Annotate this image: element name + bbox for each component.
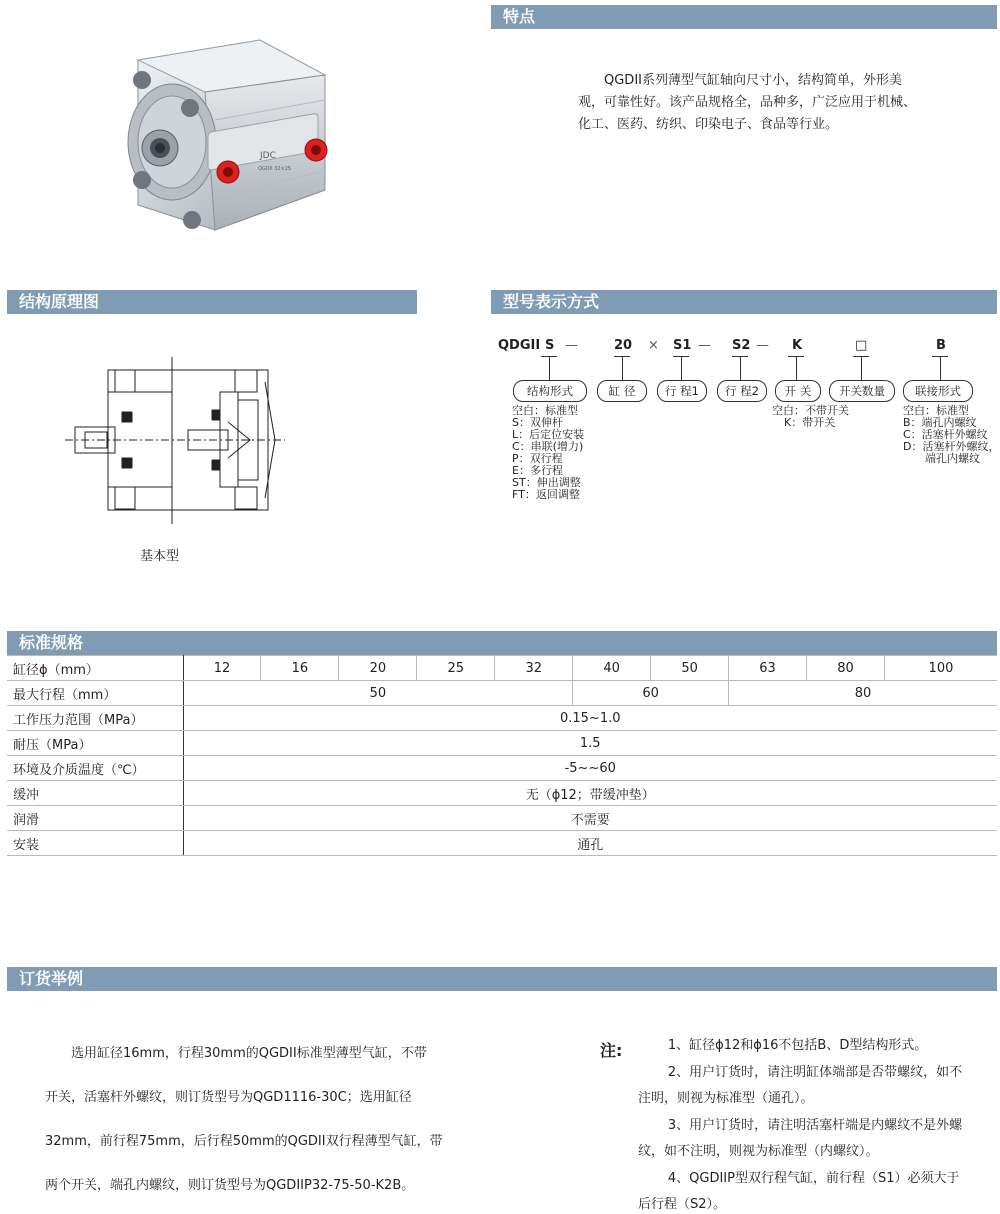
structure-options-list [512, 405, 584, 501]
bore-cell: 12 [183, 656, 261, 681]
order-example-line: 两个开关，端孔内螺纹，则订货型号为QGDIIP32-75-50-K2B。 [45, 1178, 415, 1193]
section-header-structure: 结构原理图 [7, 290, 417, 314]
order-example-line: 选用缸径16mm，行程30mm的QGDII标准型薄型气缸，不带 [45, 1046, 427, 1061]
connection-option: 空白：标准型 [903, 404, 969, 417]
model-connector [549, 356, 550, 380]
table-row [7, 731, 997, 756]
connection-options-list [903, 405, 999, 465]
features-text: QGDII系列薄型气缸轴向尺寸小，结构简单，外形美观，可靠性好。该产品规格全，品种多，广泛应用于机械、化工、医药、纺织、印染电子、食品等行业。 [578, 73, 917, 132]
row-label: 耐压（MPa） [7, 731, 183, 756]
model-connector [622, 356, 623, 380]
model-part-s1: S1 [673, 338, 692, 353]
product-logo: JDC [260, 151, 276, 161]
row-label: 缓冲 [7, 781, 183, 806]
bore-cell: 50 [651, 656, 729, 681]
section-header-features: 特点 [491, 5, 997, 29]
model-sep-2: × [648, 338, 659, 353]
model-part-switch-count: □ [855, 338, 868, 353]
structure-option: 空白：标准型 [512, 404, 578, 417]
stroke-cell: 60 [573, 681, 729, 706]
bore-cell: 16 [261, 656, 339, 681]
cylinder-photo [120, 30, 340, 245]
bore-cell: 20 [339, 656, 417, 681]
connection-option: D：活塞杆外螺纹， [903, 440, 1000, 453]
model-part-b: B [936, 338, 946, 353]
note-label: 注: [600, 1041, 623, 1060]
bore-cell: 80 [807, 656, 885, 681]
table-row [7, 831, 997, 856]
model-box-bore: 缸 径 [597, 380, 647, 402]
model-prefix: QDGII [498, 338, 541, 353]
bore-cell: 100 [884, 656, 997, 681]
spec-table [7, 655, 997, 856]
table-row [7, 706, 997, 731]
structure-option: C：串联(增力) [512, 440, 584, 453]
row-label: 最大行程（mm） [7, 681, 183, 706]
note-item: 3、用户订货时，请注明活塞杆端是内螺纹不是外螺纹，如不注明，则视为标准型（内螺纹）。 [638, 1117, 963, 1159]
structure-option: P：双行程 [512, 452, 563, 465]
structure-option: FT：返回调整 [512, 488, 580, 501]
structure-option: L：后定位安装 [512, 428, 585, 441]
table-row [7, 806, 997, 831]
structure-option: ST：伸出调整 [512, 476, 581, 489]
switch-option: K：带开关 [784, 416, 836, 429]
bore-cell: 63 [729, 656, 807, 681]
spec-value: 不需要 [183, 806, 997, 831]
model-connector [681, 356, 682, 380]
stroke-cell: 80 [729, 681, 997, 706]
model-box-stroke1: 行 程1 [657, 380, 707, 402]
table-row [7, 656, 997, 681]
notes-list [638, 1033, 968, 1214]
connection-option: C：活塞杆外螺纹 [903, 428, 988, 441]
order-example-line: 32mm，前行程75mm，后行程50mm的QGDII双行程薄型气缸，带 [45, 1134, 443, 1149]
model-connector [796, 356, 797, 380]
table-row [7, 781, 997, 806]
note-item: 2、用户订货时，请注明缸体端部是否带螺纹，如不注明，则视为标准型（通孔）。 [638, 1064, 963, 1106]
bore-cell: 25 [417, 656, 495, 681]
row-label: 润滑 [7, 806, 183, 831]
section-header-order: 订货举例 [7, 967, 997, 991]
structure-option: S：双伸杆 [512, 416, 563, 429]
model-box-structure: 结构形式 [513, 380, 587, 402]
spec-value: 0.15~1.0 [183, 706, 997, 731]
model-connector [740, 356, 741, 380]
model-part-s: S [545, 338, 555, 353]
spec-value: -5~~60 [183, 756, 997, 781]
product-marking: QGDII 32×25 [258, 166, 292, 172]
spec-value: 通孔 [183, 831, 997, 856]
structure-option: E：多行程 [512, 464, 563, 477]
model-sep-4: — [756, 338, 769, 353]
model-part-s2: S2 [732, 338, 751, 353]
row-label: 环境及介质温度（℃） [7, 756, 183, 781]
model-part-k: K [792, 338, 803, 353]
row-label: 缸径ϕ（mm） [7, 656, 183, 681]
section-header-spec: 标准规格 [7, 631, 997, 655]
model-box-stroke2: 行 程2 [717, 380, 767, 402]
model-box-switch-count: 开关数量 [829, 380, 895, 402]
order-example-line: 开关，活塞杆外螺纹，则订货型号为QGD1116-30C；选用缸径 [45, 1090, 412, 1105]
note-item: 4、QGDIIP型双行程气缸，前行程（S1）必须大于后行程（S2）。 [638, 1170, 960, 1212]
structure-caption: 基本型 [140, 549, 180, 564]
table-row [7, 681, 997, 706]
connection-option: B：端孔内螺纹 [903, 416, 977, 429]
model-sep-3: — [698, 338, 711, 353]
bore-cell: 32 [495, 656, 573, 681]
bore-cell: 40 [573, 656, 651, 681]
switch-option: 空白：不带开关 [772, 404, 849, 417]
spec-value: 无（ϕ12；带缓冲垫） [183, 781, 997, 806]
stroke-cell: 50 [183, 681, 573, 706]
model-box-switch: 开 关 [775, 380, 821, 402]
model-connector [940, 356, 941, 380]
spec-value: 1.5 [183, 731, 997, 756]
structure-diagram [60, 352, 290, 532]
row-label: 工作压力范围（MPa） [7, 706, 183, 731]
model-sep-1: — [565, 338, 578, 353]
model-box-connection: 联接形式 [903, 380, 973, 402]
note-item: 1、缸径ϕ12和ϕ16不包括B、D型结构形式。 [667, 1038, 928, 1053]
row-label: 安装 [7, 831, 183, 856]
table-row [7, 756, 997, 781]
section-header-model-code: 型号表示方式 [491, 290, 997, 314]
connection-option: 端孔内螺纹 [925, 452, 980, 465]
order-example-text [45, 1032, 485, 1208]
model-part-bore: 20 [614, 338, 633, 353]
model-connector [861, 356, 862, 380]
switch-options-list [772, 405, 849, 429]
